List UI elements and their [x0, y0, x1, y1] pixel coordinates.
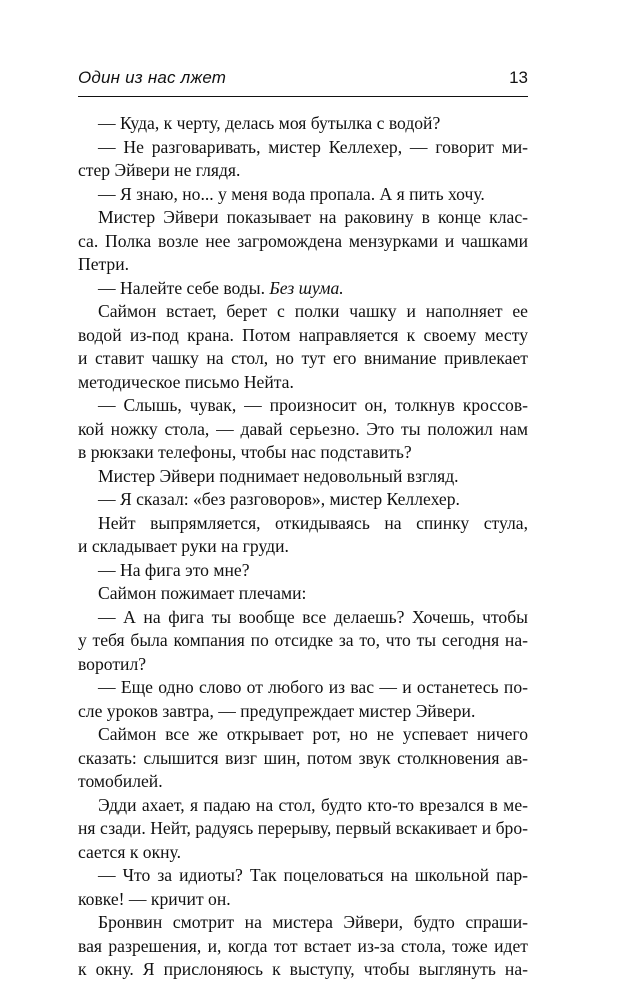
text-line: к окну. Я прислоняюсь к выступу, чтобы выглянуть на- [78, 959, 528, 979]
paragraph [78, 394, 528, 465]
text-line: Петри. [78, 254, 130, 274]
text-line: сказать: слышится визг шин, потом звук столкновения ав- [78, 747, 528, 768]
text-line: — Я сказал: «без разговоров», мистер Келлехер. [98, 489, 460, 509]
text-line: у тебя была компания по отсидке за то, что ты сегодня на- [78, 630, 528, 650]
text-line: — Я знаю, но... у меня вода пропала. А я пить хочу. [98, 183, 485, 204]
page-number: 13 [509, 68, 528, 87]
text-line: Саймон пожимает плечами: [98, 583, 307, 603]
text-line: Мистер Эйвери поднимает недовольный взгляд. [98, 465, 459, 486]
body-text [78, 112, 528, 982]
header-divider [78, 96, 528, 97]
paragraph [78, 559, 528, 583]
text-line: Бронвин смотрит на мистера Эйвери, будто спраши- [98, 912, 528, 932]
emphasis: Без шума. [269, 277, 344, 298]
paragraph [78, 864, 528, 911]
text-line: Саймон все же открывает рот, но не успевает ничего [98, 724, 528, 744]
text-line: — На фига это мне? [98, 559, 250, 580]
text-line: методическое письмо Нейта. [78, 371, 294, 392]
text-line: са. Полка возле нее загромождена мензурками и чашками [78, 230, 528, 251]
text-line: Мистер Эйвери показывает на раковину в конце клас- [98, 207, 528, 227]
paragraph [78, 911, 528, 982]
text-line: сается к окну. [78, 841, 181, 862]
paragraph [78, 183, 528, 207]
text-line: вая разрешения, и, когда тот встает из-за стола, тоже идет [78, 935, 528, 956]
text-line: сле уроков завтра, — предупреждает мистер Эйвери. [78, 700, 476, 721]
text-line: — Еще одно слово от любого из вас — и останетесь по- [98, 677, 528, 697]
text-line: водой из-под крана. Потом направляется к своему месту [78, 324, 528, 345]
text-line: стер Эйвери не глядя. [78, 160, 241, 180]
text-line: и складывает руки на груди. [78, 536, 289, 556]
text-line: ня сзади. Нейт, радуясь перерыву, первый вскакивает и бро- [78, 818, 528, 838]
text-line: ковке! — кричит он. [78, 888, 231, 909]
paragraph [78, 136, 528, 183]
paragraph [78, 512, 528, 559]
text-line: и ставит чашку на стол, но тут его внимание привлекает [78, 348, 528, 368]
text-line: томобилей. [78, 771, 163, 791]
paragraph [78, 465, 528, 489]
text-line: Саймон встает, берет с полки чашку и наполняет ее [98, 301, 528, 321]
text-line: Эдди ахает, я падаю на стол, будто кто-то врезался в ме- [98, 794, 528, 815]
paragraph [78, 206, 528, 277]
paragraph [78, 723, 528, 794]
text-line: кой ножку стола, — давай серьезно. Это ты положил нам [78, 418, 528, 439]
text-line: — Что за идиоты? Так поцеловаться на школьной пар- [98, 865, 528, 885]
text-line: — Куда, к черту, делась моя бутылка с водой? [98, 113, 441, 133]
text-line: — А на фига ты вообще все делаешь? Хочешь, чтобы [98, 606, 528, 627]
paragraph [78, 606, 528, 677]
text-line: воротил? [78, 653, 147, 674]
book-title: Один из нас лжет [78, 68, 227, 87]
paragraph [78, 277, 528, 301]
text-line: — Слышь, чувак, — произносит он, толкнув кроссов- [98, 395, 528, 415]
text-line: — Не разговаривать, мистер Келлехер, — говорит ми- [98, 136, 528, 157]
text-line: — Налейте себе воды. Без шума. [98, 277, 344, 298]
paragraph [78, 676, 528, 723]
text-line: Нейт выпрямляется, откидываясь на спинку стула, [98, 512, 528, 533]
paragraph [78, 582, 528, 606]
running-head [78, 68, 528, 94]
paragraph [78, 300, 528, 394]
paragraph [78, 112, 528, 136]
paragraph [78, 488, 528, 512]
text-line: в рюкзаки телефоны, чтобы нас подставить? [78, 442, 412, 462]
paragraph [78, 794, 528, 865]
